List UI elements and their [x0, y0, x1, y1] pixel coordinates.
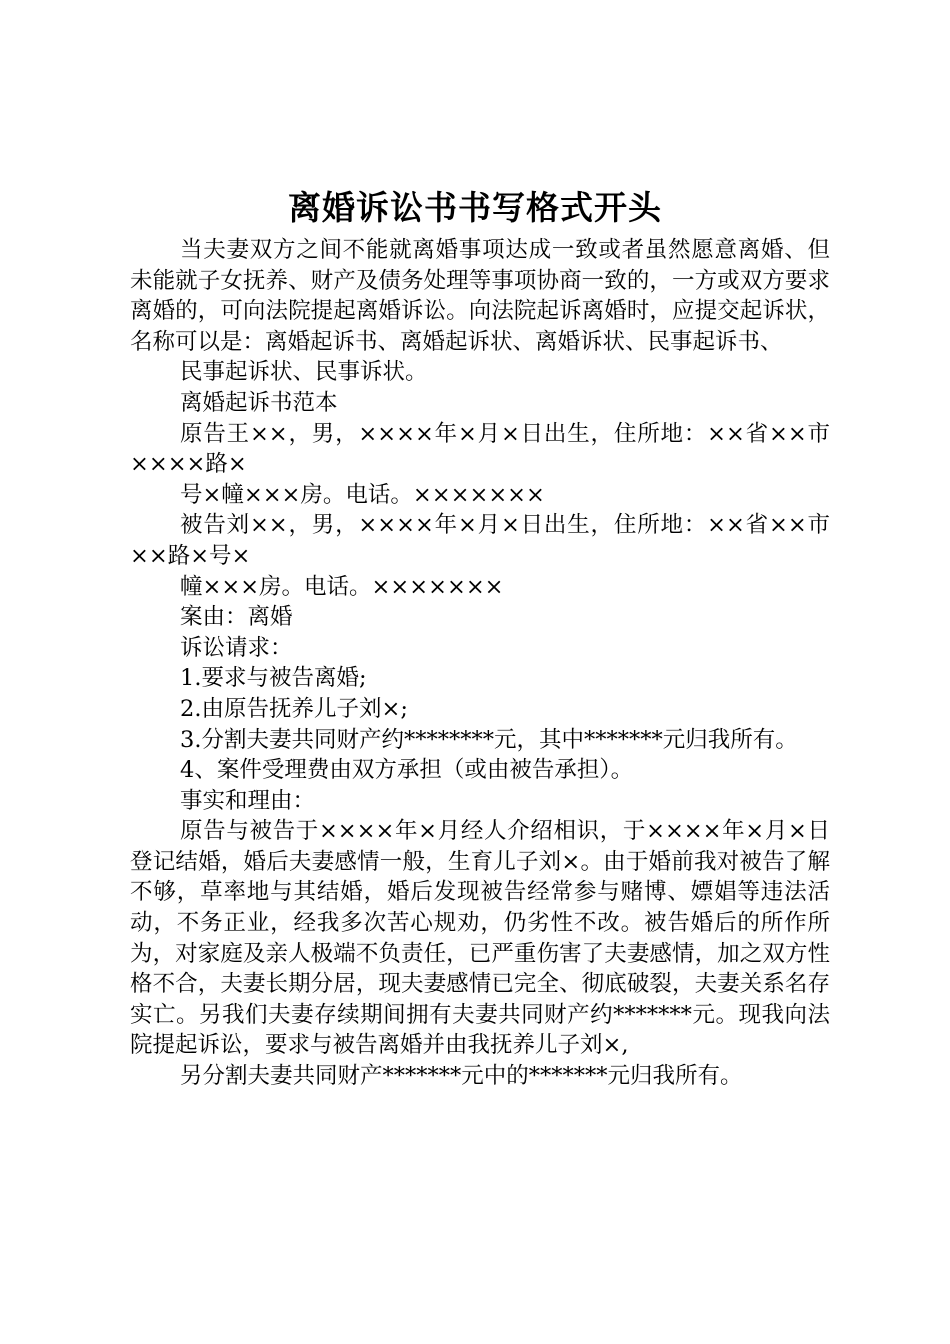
plaintiff-info-continuation: 号×幢×××房。电话。××××××× [180, 481, 545, 508]
sample-heading: 离婚起诉书范本 [180, 389, 338, 416]
document-title: 离婚诉讼书书写格式开头 [288, 188, 662, 227]
defendant-info-continuation: 幢×××房。电话。××××××× [180, 573, 504, 600]
facts-continuation: 另分割夫妻共同财产*******元中的*******元归我所有。 [180, 1063, 743, 1090]
facts-paragraph: 原告与被告于××××年×月经人介绍相识，于××××年×月×日登记结婚，婚后夫妻感情一般，生育儿子刘×。由于婚前我对被告了解不够，草率地与其结婚，婚后发现被告经常参与赌博、嫖娼等违法活动，不务正业，经我多次苦心规劝，仍劣性不改。被告婚后的所作所为，对家庭及亲人极端不负责任，已严重伤害了夫妻感情，加之双方性格不合，夫妻长期分居，现夫妻感情已完全、彻底破裂，夫妻关系名存实亡。另我们夫妻存续期间拥有夫妻共同财产约*******元。现我向法院提起诉讼，要求与被告离婚并由我抚养儿子刘×, [130, 818, 830, 1059]
document-body [130, 235, 830, 1092]
case-cause: 案由：离婚 [180, 604, 293, 631]
plaintiff-info: 原告王××，男，××××年×月×日出生，住所地：××省××市××××路× [130, 420, 830, 478]
intro-paragraph: 当夫妻双方之间不能就离婚事项达成一致或者虽然愿意离婚、但未能就子女抚养、财产及债务处理等事项协商一致的，一方或双方要求离婚的，可向法院提起离婚诉讼。向法院起诉离婚时，应提交起诉状，名称可以是：离婚起诉书、离婚起诉状、离婚诉状、民事起诉书、 [130, 237, 830, 355]
facts-heading: 事实和理由： [180, 787, 316, 814]
claim-item-2: 2.由原告抚养儿子刘×; [180, 695, 408, 722]
defendant-info: 被告刘××，男，××××年×月×日出生，住所地：××省××市××路×号× [130, 512, 830, 569]
claim-item-3: 3.分割夫妻共同财产约********元，其中*******元归我所有。 [180, 726, 798, 753]
claim-item-4: 4、案件受理费由双方承担（或由被告承担）。 [180, 757, 634, 784]
claim-item-1: 1.要求与被告离婚; [180, 665, 367, 692]
intro-continuation: 民事起诉状、民事诉状。 [180, 359, 428, 386]
claims-heading: 诉讼请求： [180, 634, 293, 661]
